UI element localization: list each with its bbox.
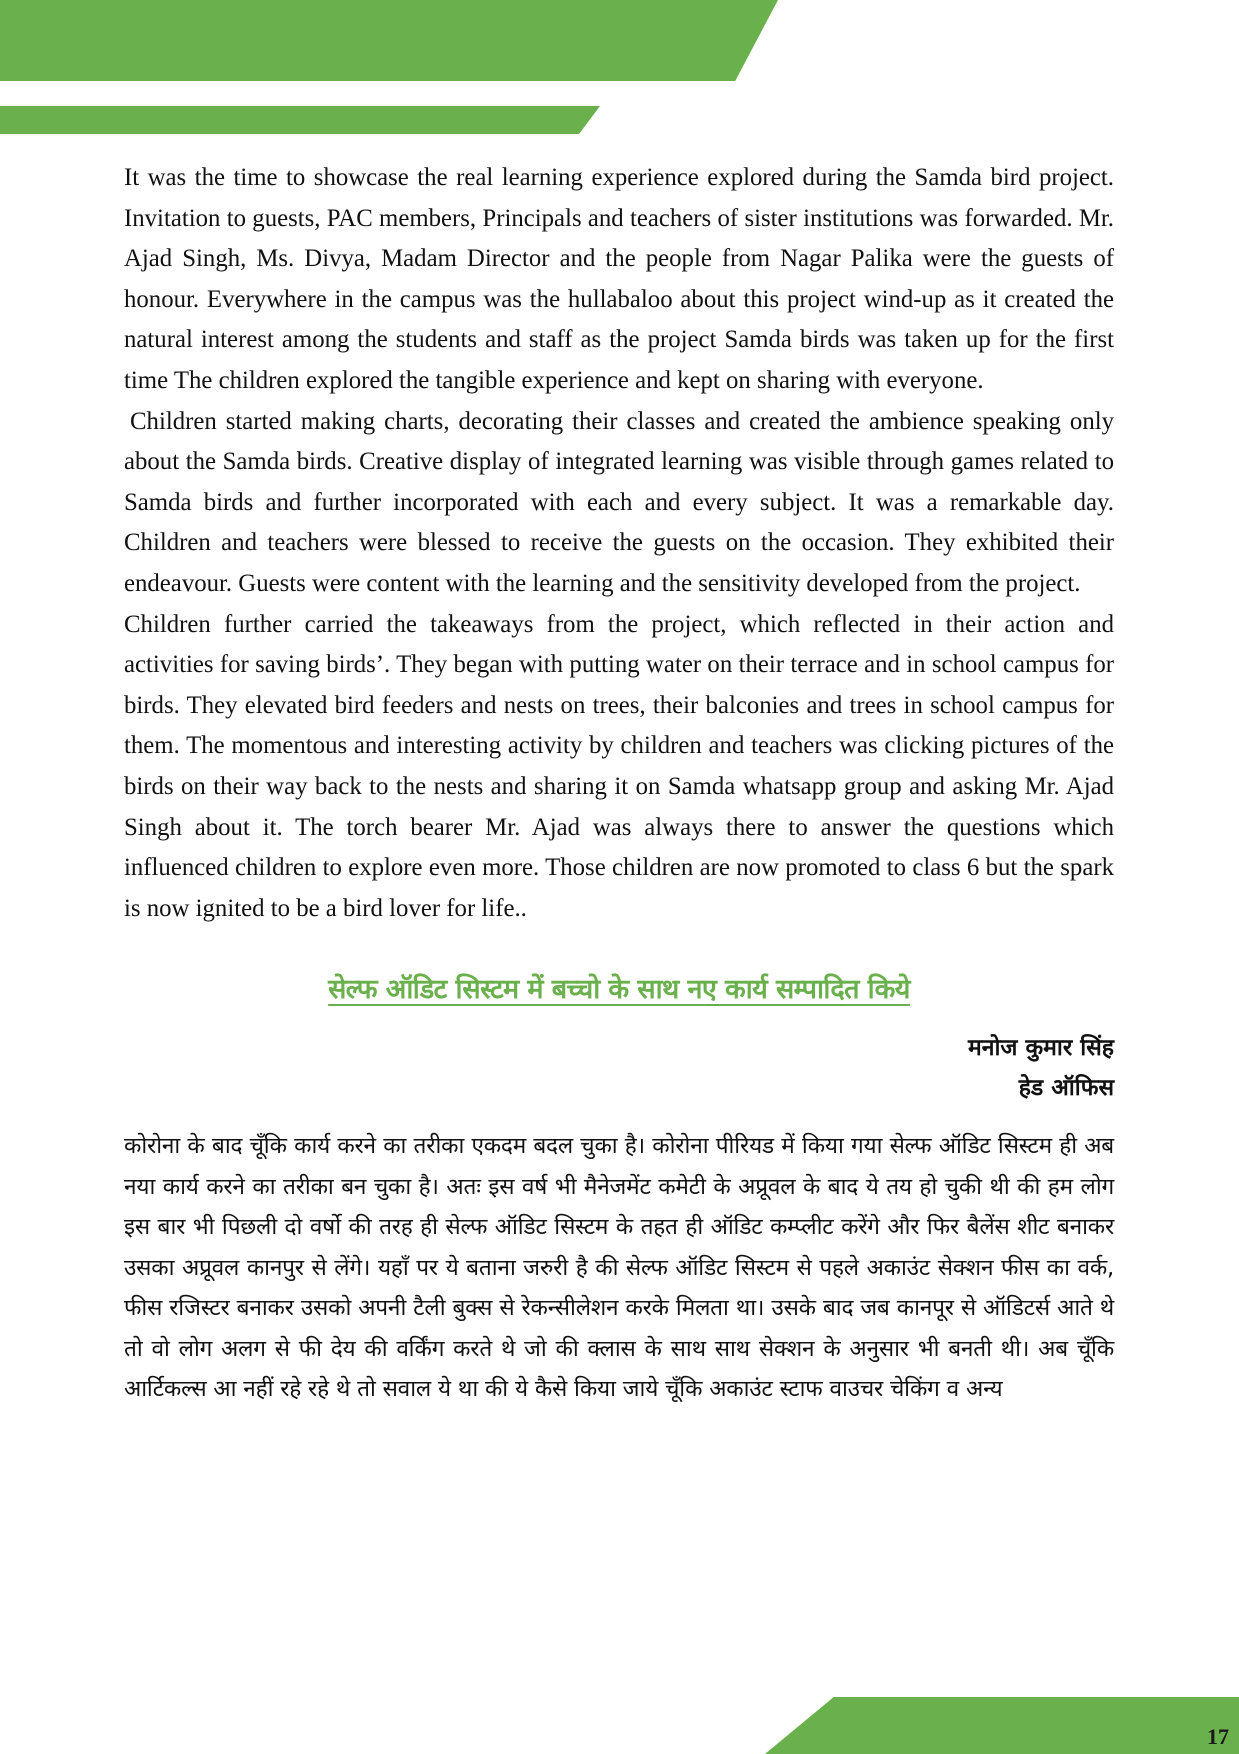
hindi-section-title: सेल्फ ऑडिट सिस्टम में बच्चो के साथ नए कार्य सम्पादित किये <box>328 974 910 1006</box>
header-band-secondary <box>0 106 600 134</box>
paragraph-1: It was the time to showcase the real learning experience explored during the Samda bird project. Invitation to guests, PAC members, Principals and teachers of sister institutions was forwarded. Mr. Ajad Singh, Ms. Divya, Madam Director and the people from Nagar Palika were the guests of honour. Everywhere in the campus was the hullabaloo about this project wind-up as it created the natural interest among the students and staff as the project Samda birds was taken up for the first time The children explored the tangible experience and kept on sharing with everyone. <box>124 164 1114 394</box>
paragraph-2: Children started making charts, decorating their classes and created the ambience speaking only about the Samda birds. Creative display of integrated learning was visible through games related to Samda birds and further incorporated with each and every subject. It was a remarkable day. Children and teachers were blessed to receive the guests on the occasion. They exhibited their endeavour. Guests were content with the learning and the sensitivity developed from the project. <box>124 407 1114 597</box>
paragraph-3: Children further carried the takeaways from the project, which reflected in their action and activities for saving birds’. They began with putting water on their terrace and in school campus for birds. They elevated bird feeders and nests on trees, their balconies and trees in school campus for them. The momentous and interesting activity by children and teachers was clicking pictures of the birds on their way back to the nests and sharing it on Samda whatsapp group and asking Mr. Ajad Singh about it. The torch bearer Mr. Ajad was always there to answer the questions which influenced children to explore even more. Those children are now promoted to class 6 but the spark is now ignited to be a bird lover for life.. <box>124 610 1114 922</box>
footer-band <box>765 1697 1239 1754</box>
author-name: मनोज कुमार सिंह <box>967 1035 1114 1062</box>
page-number: 17 <box>1207 1724 1229 1749</box>
page-content <box>124 158 1114 1410</box>
author-role: हेड ऑफिस <box>1018 1075 1114 1102</box>
header-band-top <box>0 0 778 81</box>
author-block <box>124 1028 1114 1108</box>
hindi-paragraph: कोरोना के बाद चूँकि कार्य करने का तरीका एकदम बदल चुका है। कोरोना पीरियड में किया गया सेल्फ ऑडिट सिस्टम ही अब नया कार्य करने का तरीका बन चुका है। अतः इस वर्ष भी मैनेजमेंट कमेटी के अप्रूवल के बाद ये तय हो चुकी थी की हम लोग इस बार भी पिछली दो वर्षो की तरह ही सेल्फ ऑडिट सिस्टम के तहत ही ऑडिट कम्प्लीट करेंगे और फिर बैलेंस शीट बनाकर उसका अप्रूवल कानपुर से लेंगे। यहाँ पर ये बताना जरुरी है की सेल्फ ऑडिट सिस्टम से पहले अकाउंट सेक्शन फीस का वर्क, फीस रजिस्टर बनाकर उसको अपनी टैली बुक्स से रेकन्सीलेशन करके मिलता था। उसके बाद जब कानपूर से ऑडिटर्स आते थे तो वो लोग अलग से फी देय की वर्किंग करते थे जो की क्लास के साथ साथ सेक्शन के अनुसार भी बनती थी। अब चूँकि आर्टिकल्स आ नहीं रहे रहे थे तो सवाल ये था की ये कैसे किया जाये चूँकि अकाउंट स्टाफ वाउचर चेकिंग व अन्य <box>124 1133 1114 1403</box>
